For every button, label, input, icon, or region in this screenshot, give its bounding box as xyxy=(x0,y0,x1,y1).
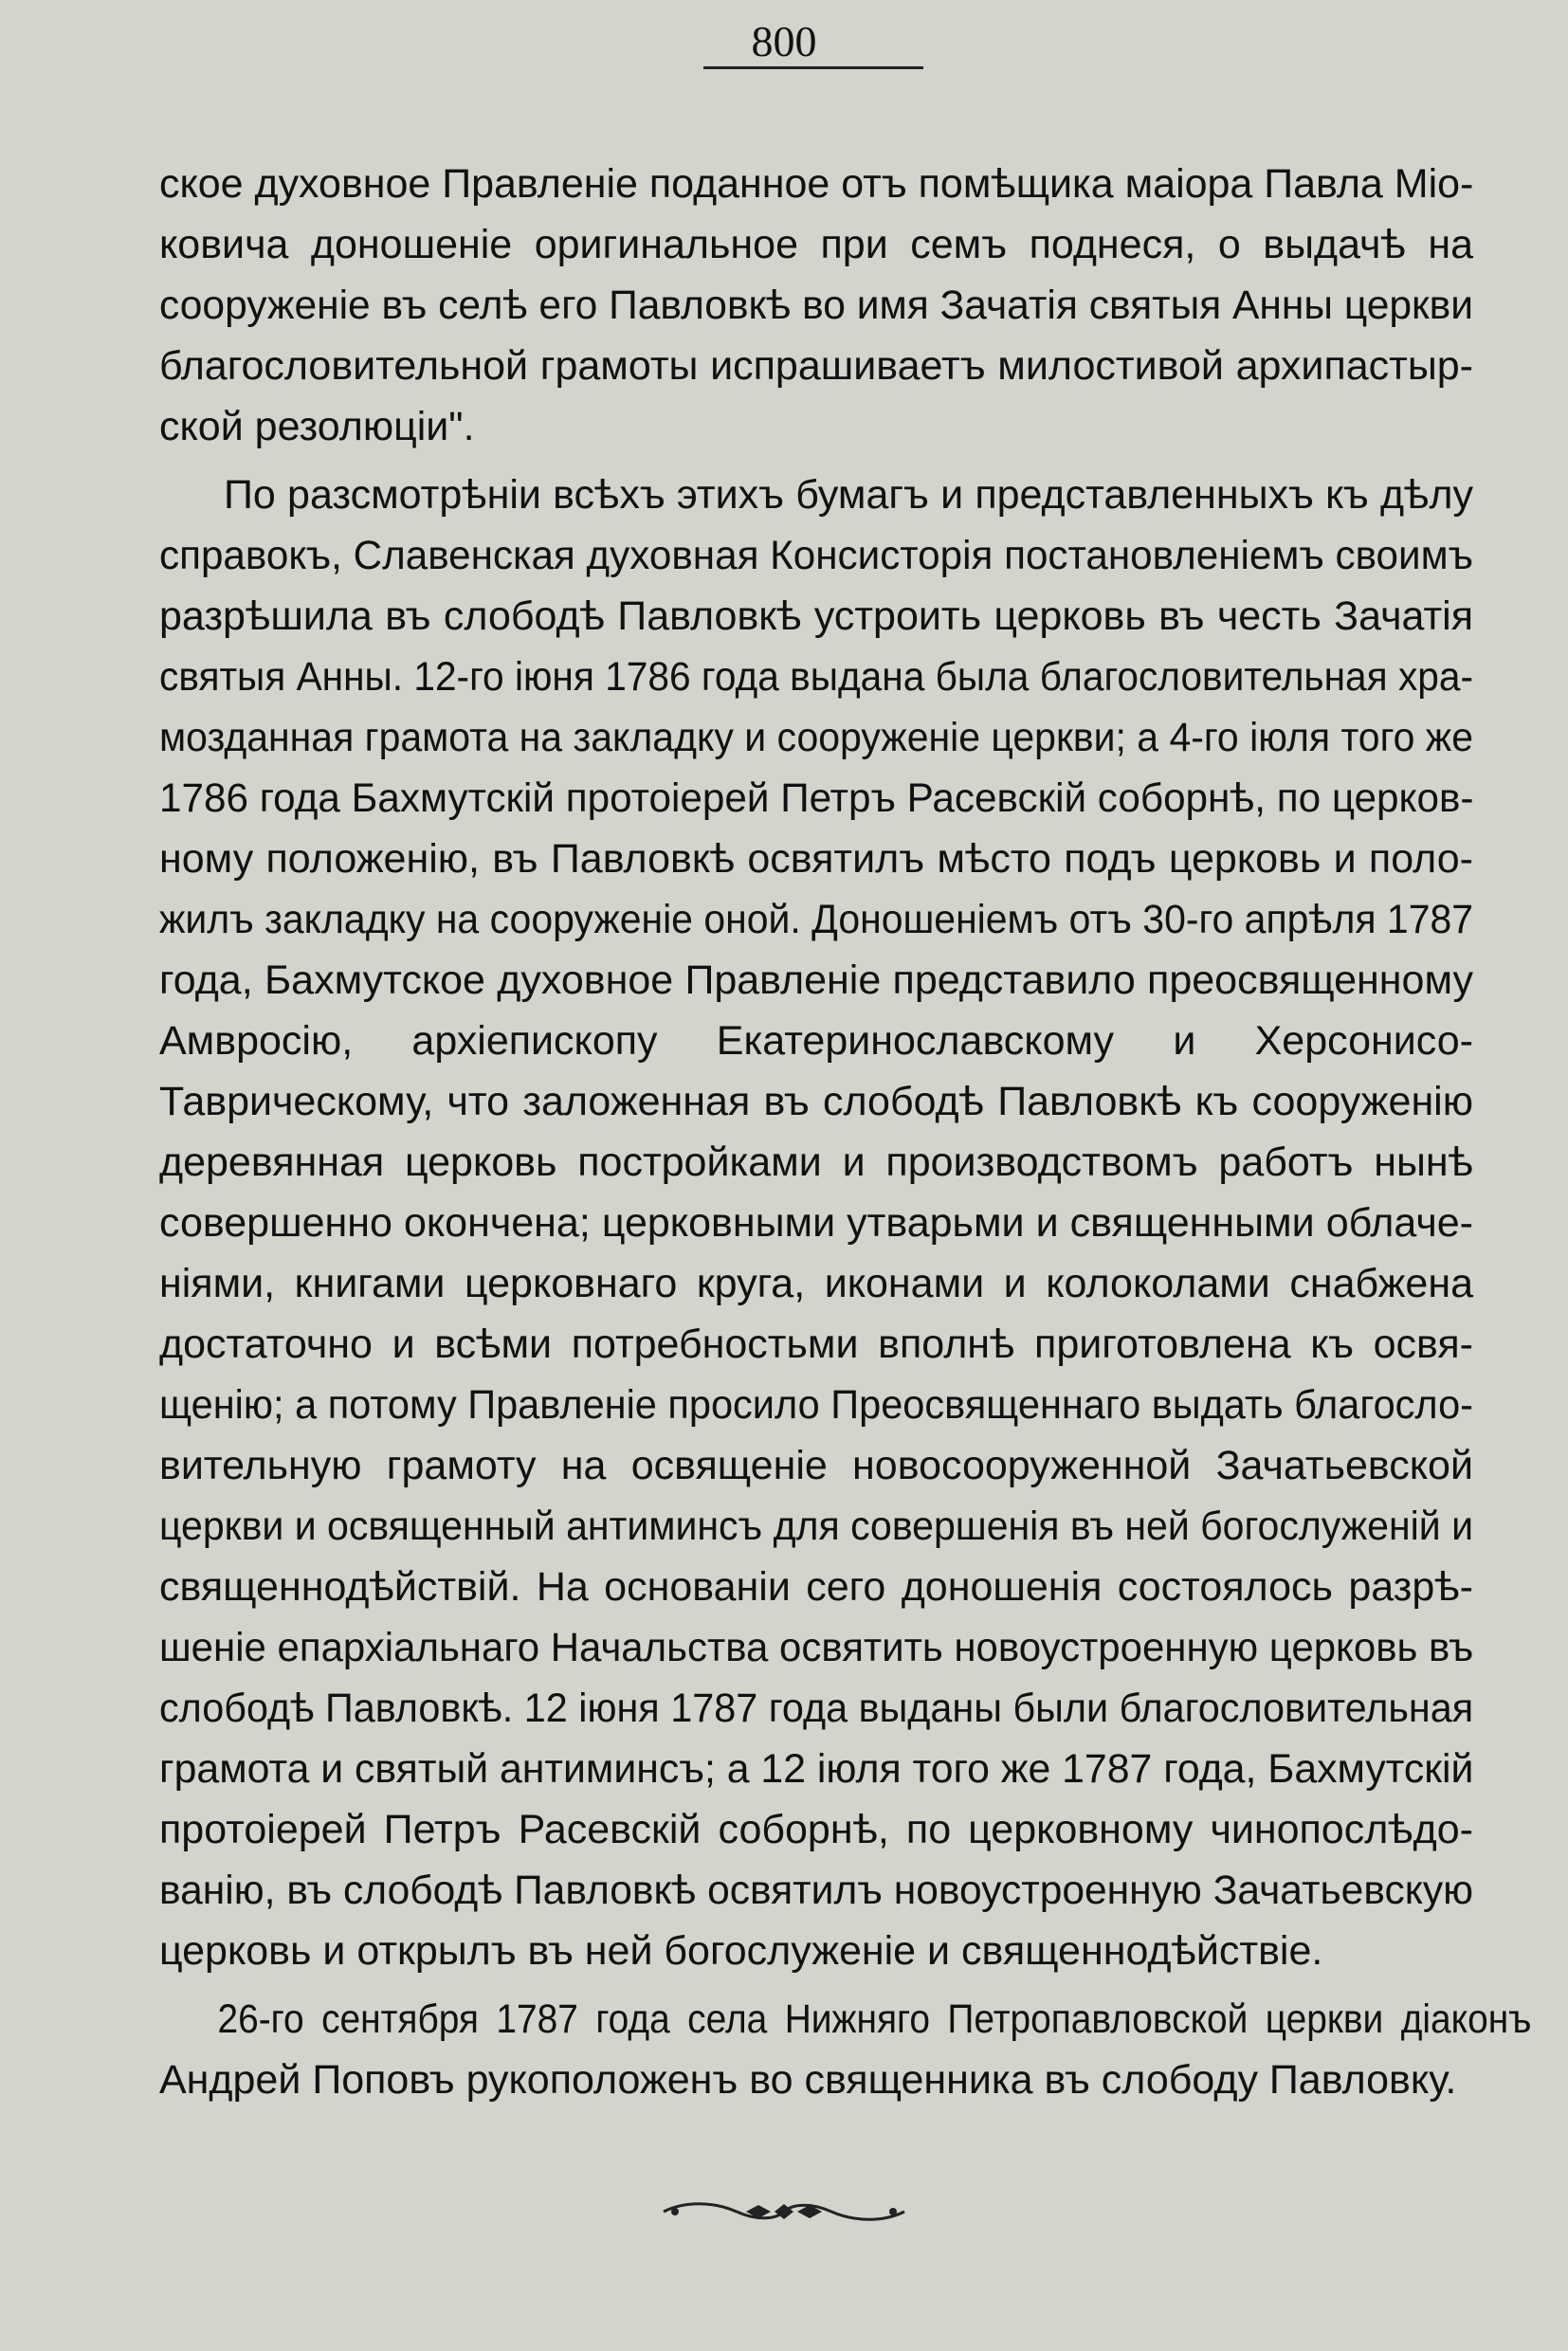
text-line: ніями, книгами церковнаго круга, иконами и колоколами снабжена xyxy=(159,1261,1473,1306)
ornament-divider-icon xyxy=(656,2197,912,2226)
text-line: шеніе епархіальнаго Начальства освятить новоустроенную церковь въ xyxy=(159,1625,1474,1670)
text-line: священнодѣйствій. На основаніи сего доношенія состоялось разрѣ- xyxy=(159,1564,1473,1610)
text-line: вительную грамоту на освященіе новосооруженной Зачатьевской xyxy=(159,1443,1473,1488)
text-line: По разсмотрѣніи всѣхъ этихъ бумагъ и представленныхъ къ дѣлу xyxy=(224,472,1473,518)
text-line: слободѣ Павловкѣ. 12 іюня 1787 года выданы были благословительная xyxy=(159,1686,1474,1731)
header-rule xyxy=(703,66,923,69)
text-line: щенію; а потому Правленіе просило Преосвященнаго выдать благосло- xyxy=(159,1382,1473,1428)
text-line: справокъ, Славенская духовная Консисторія постановленіемъ своимъ xyxy=(159,533,1473,578)
text-line: ковича доношеніе оригинальное при семъ поднеся, о выдачѣ на xyxy=(159,222,1473,267)
text-body xyxy=(159,154,1532,2118)
text-line: ское духовное Правленіе поданное отъ помѣщика маіора Павла Міо- xyxy=(159,161,1474,207)
text-line: святыя Анны. 12-го іюня 1786 года выдана была благословительная хра- xyxy=(159,654,1473,700)
text-line: грамота и святый антиминсъ; а 12 іюля того же 1787 года, Бахмутскій xyxy=(159,1746,1474,1792)
text-line: 1786 года Бахмутскій протоіерей Петръ Расевскій соборнѣ, по церков- xyxy=(159,775,1474,821)
text-line: 26-го сентября 1787 года села Нижняго Петропавловской церкви діаконъ xyxy=(217,1996,1532,2042)
text-line: сооруженіе въ селѣ его Павловкѣ во имя Зачатія святыя Анны церкви xyxy=(159,282,1473,328)
text-line: года, Бахмутское духовное Правленіе представило преосвященному xyxy=(159,957,1473,1003)
text-line: протоіерей Петръ Расевскій соборнѣ, по церковному чинопослѣдо- xyxy=(159,1807,1473,1852)
text-line: Андрей Поповъ рукоположенъ во священника въ слободу Павловку. xyxy=(159,2057,1457,2103)
paragraph xyxy=(159,465,1473,1981)
text-line: ному положенію, въ Павловкѣ освятилъ мѣсто подъ церковь и поло- xyxy=(159,836,1473,882)
text-line: достаточно и всѣми потребностьми вполнѣ приготовлена къ освя- xyxy=(159,1321,1473,1367)
text-line: мозданная грамота на закладку и сооруженіе церкви; а 4-го іюля того же xyxy=(159,715,1473,760)
text-line: благословительной грамоты испрашиваетъ милостивой архипастыр- xyxy=(159,343,1473,389)
text-line: жилъ закладку на сооруженіе оной. Доношеніемъ отъ 30-го апрѣля 1787 xyxy=(159,897,1473,942)
text-line: Амвросію, архіепископу Екатеринославскому и Херсонисо- xyxy=(159,1018,1473,1064)
text-line: разрѣшила въ слободѣ Павловкѣ устроить церковь въ честь Зачатія xyxy=(159,593,1473,639)
text-line: церкви и освященный антиминсъ для совершенія въ ней богослуженій и xyxy=(159,1504,1473,1549)
paragraph xyxy=(159,154,1473,457)
paragraph xyxy=(159,1989,1532,2110)
page-number: 800 xyxy=(751,17,817,65)
text-line: деревянная церковь постройками и производствомъ работъ нынѣ xyxy=(159,1139,1473,1185)
text-line: ванію, въ слободѣ Павловкѣ освятилъ новоустроенную Зачатьевскую xyxy=(159,1868,1473,1913)
text-line: совершенно окончена; церковными утварьми и священными облаче- xyxy=(159,1200,1473,1246)
text-line: церковь и открылъ въ ней богослуженіе и священнодѣйствіе. xyxy=(159,1928,1323,1974)
text-line: Таврическому, что заложенная въ слободѣ Павловкѣ къ сооруженію xyxy=(159,1079,1473,1124)
text-line: ской резолюціи". xyxy=(159,404,475,449)
